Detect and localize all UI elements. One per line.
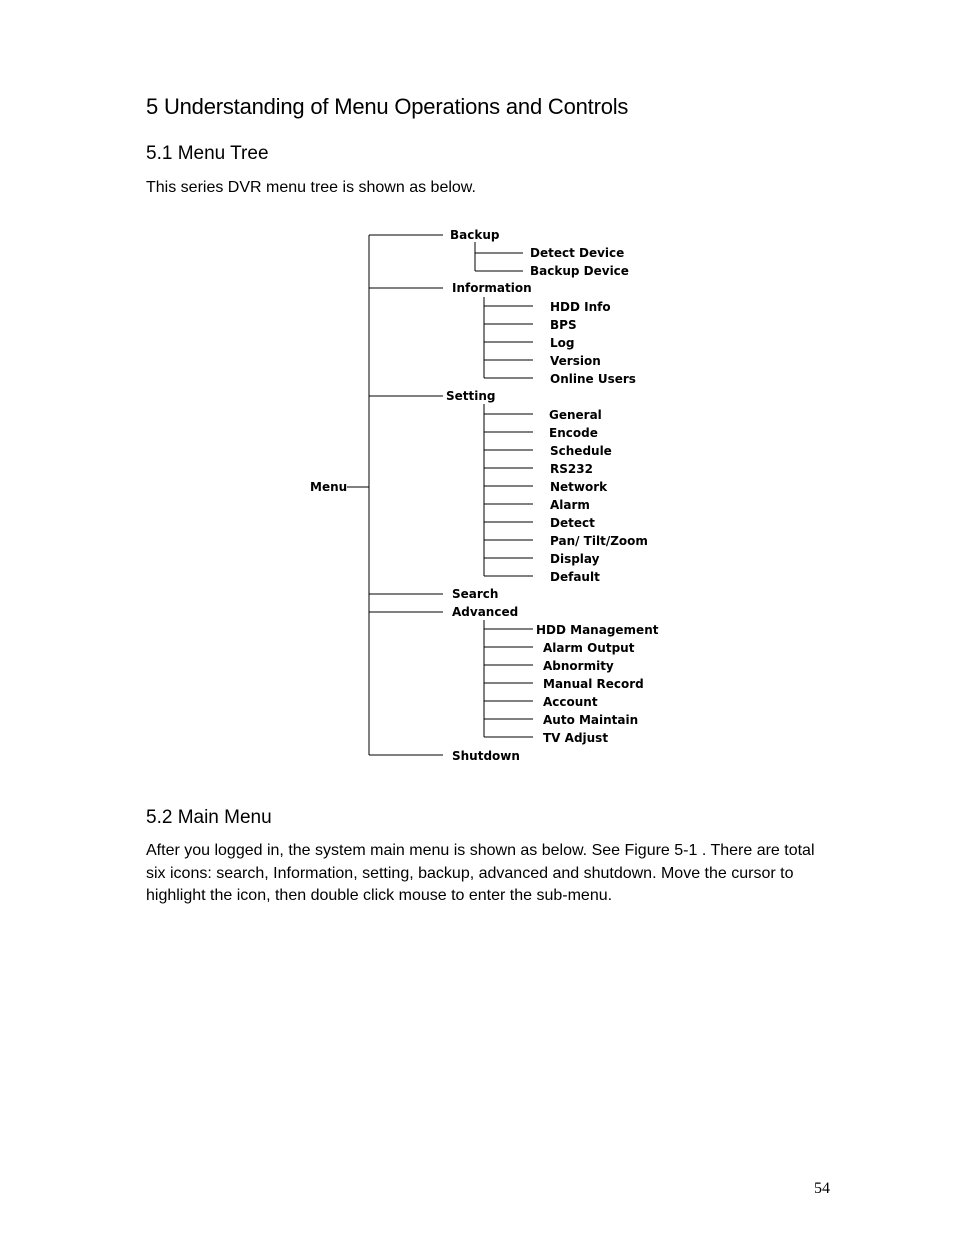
tree-node-schedule: Schedule <box>550 444 612 458</box>
tree-node-rs232: RS232 <box>550 462 593 476</box>
tree-node-general: General <box>549 408 602 422</box>
main-menu-heading: 5.2 Main Menu <box>146 807 272 828</box>
tree-root-label: Menu <box>310 480 348 494</box>
tree-node-account: Account <box>543 695 598 709</box>
tree-node-advanced: Advanced <box>452 605 519 619</box>
tree-node-pan-tilt-zoom: Pan/ Tilt/Zoom <box>550 534 648 548</box>
tree-node-online-users: Online Users <box>550 372 636 386</box>
tree-node-version: Version <box>550 354 601 368</box>
tree-node-auto-maintain: Auto Maintain <box>543 713 639 727</box>
main-menu-paragraph: After you logged in, the system main menu is shown as below. See Figure 5-1 . There are total six icons: search, Information, setting, backup, advanced and shutdown. Move the cursor to highlight the icon, then double click mouse to enter the sub-menu. <box>146 842 815 904</box>
tree-node-setting: Setting <box>446 389 496 403</box>
tree-node-alarm-output: Alarm Output <box>543 641 635 655</box>
tree-node-log: Log <box>550 336 575 350</box>
tree-node-detect-device: Detect Device <box>530 246 625 260</box>
tree-node-network: Network <box>550 480 608 494</box>
tree-node-tv-adjust: TV Adjust <box>543 731 609 745</box>
tree-node-information: Information <box>452 281 532 295</box>
tree-node-encode: Encode <box>549 426 598 440</box>
tree-node-display: Display <box>550 552 600 566</box>
page-number: 54 <box>814 1180 830 1197</box>
tree-node-backup-device: Backup Device <box>530 264 629 278</box>
menu-tree-intro: This series DVR menu tree is shown as below. <box>146 179 476 196</box>
tree-node-default: Default <box>550 570 600 584</box>
menu-tree-heading: 5.1 Menu Tree <box>146 143 269 164</box>
tree-node-shutdown: Shutdown <box>452 749 520 763</box>
tree-node-hdd-info: HDD Info <box>550 300 611 314</box>
tree-node-manual-record: Manual Record <box>543 677 644 691</box>
tree-node-hdd-management: HDD Management <box>536 623 659 637</box>
tree-node-bps: BPS <box>550 318 577 332</box>
section-heading: 5 Understanding of Menu Operations and Controls <box>146 94 629 119</box>
tree-node-search: Search <box>452 587 499 601</box>
tree-node-abnormity: Abnormity <box>543 659 614 673</box>
tree-node-backup: Backup <box>450 228 500 242</box>
tree-node-alarm: Alarm <box>550 498 590 512</box>
tree-node-detect: Detect <box>550 516 595 530</box>
